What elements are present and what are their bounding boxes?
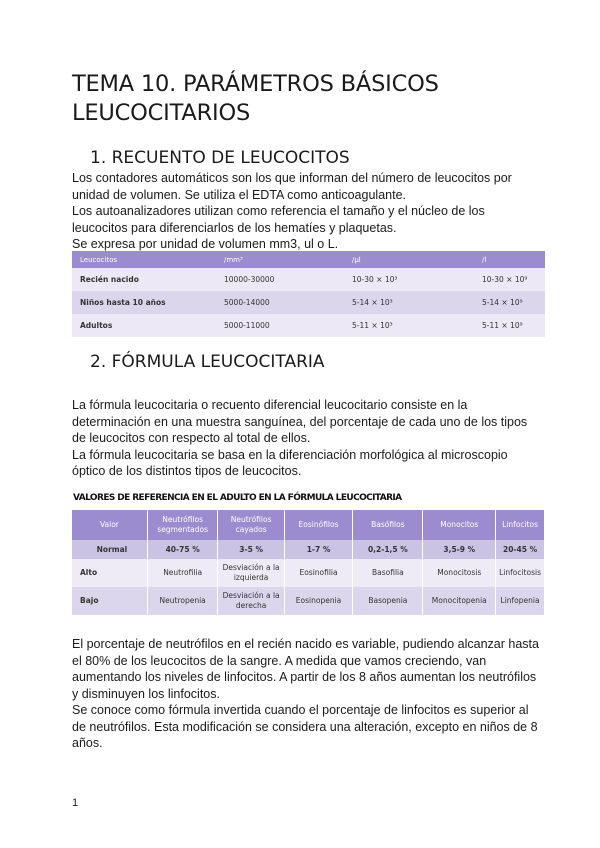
table-cell: 5-11 × 10³ [344,314,474,337]
table-header-cell: /l [474,251,545,268]
table-cell: 5-14 × 10⁹ [474,291,545,314]
page-title [72,70,439,128]
text-line: Se conoce como fórmula invertida cuando el porcentaje de linfocitos es superior al [72,703,529,717]
text-line: años. [72,736,103,750]
table-cell: Linfocitosis [496,559,545,587]
table-cell: Bajo [72,587,147,615]
text-line: determinación en una muestra sanguínea, del porcentaje de cada uno de los tipos [72,414,528,429]
text-line: de neutrófilos. Esta modificación se considera una alteración, excepto en niños de 8 [72,719,538,734]
section-1-paragraph [72,170,542,253]
table-header-cell: Linfocitos [496,510,545,540]
reference-values-table [72,510,545,615]
text-line: La fórmula leucocitaria se basa en la diferenciación morfológica al microscopio [72,447,508,462]
table-cell: Niños hasta 10 años [72,291,216,314]
table-cell: Eosinofilia [284,559,352,587]
table-cell: 10-30 × 10³ [344,268,474,291]
table-cell: 5-11 × 10⁹ [474,314,545,337]
text-line: de leucocitos con respecto al total de ellos. [72,431,311,445]
table-row [72,559,545,587]
closing-paragraph [72,636,542,752]
table-cell: 5000-11000 [216,314,344,337]
table-cell: 10000-30000 [216,268,344,291]
table-header-cell: Leucocitos [72,251,216,268]
leukocyte-count-table [72,251,545,337]
text-line: unidad de volumen. Se utiliza el EDTA como anticoagulante. [72,187,406,202]
title-line-2: LEUCOCITARIOS [72,100,251,126]
table-cell: Normal [72,540,147,559]
table-2-caption: VALORES DE REFERENCIA EN EL ADULTO EN LA FÓRMULA LEUCOCITARIA [73,493,402,503]
table-cell: Adultos [72,314,216,337]
text-line: leucocitos para diferenciarlos de los hematíes y plaquetas. [72,220,397,235]
section-2-heading: 2. FÓRMULA LEUCOCITARIA [90,352,325,372]
table-header-cell: Monocitos [423,510,496,540]
table-row [72,314,545,337]
table-header-cell: Neutrófilos segmentados [147,510,218,540]
table-header-row [72,251,545,268]
title-line-1: TEMA 10. PARÁMETROS BÁSICOS [72,71,439,97]
table-cell: 1-7 % [284,540,352,559]
table-cell: 20-45 % [496,540,545,559]
table-cell: 3,5-9 % [423,540,496,559]
text-line: el 80% de los leucocitos de la sangre. A medida que vamos creciendo, van [72,653,487,668]
text-line: Se expresa por unidad de volumen mm3, ul o L. [72,237,339,251]
table-cell: Basofilia [353,559,423,587]
text-line: óptico de los distintos tipos de leucocitos. [72,464,302,478]
section-1-heading: 1. RECUENTO DE LEUCOCITOS [90,148,350,168]
text-line: Los contadores automáticos son los que informan del número de leucocitos por [72,171,512,185]
table-cell: 5000-14000 [216,291,344,314]
table-cell: Eosinopenia [284,587,352,615]
text-line: El porcentaje de neutrófilos en el recién nacido es variable, pudiendo alcanzar hasta [72,637,539,651]
text-line: y disminuyen los linfocitos. [72,686,220,701]
text-line: La fórmula leucocitaria o recuento diferencial leucocitario consiste en la [72,398,468,412]
text-line: Los autoanalizadores utilizan como referencia el tamaño y el núcleo de los [72,204,485,218]
table-cell: Monocitopenia [423,587,496,615]
table-cell: 0,2-1,5 % [353,540,423,559]
table-header-cell: Eosinófilos [284,510,352,540]
table-cell: Recién nacido [72,268,216,291]
table-cell: Alto [72,559,147,587]
table-row [72,291,545,314]
table-cell: 40-75 % [147,540,218,559]
table-cell: Neutropenia [147,587,218,615]
table-cell: Desviación a la derecha [218,587,284,615]
table-cell: 3-5 % [218,540,284,559]
page-number: 1 [72,797,79,809]
table-cell: Basopenia [353,587,423,615]
table-row [72,587,545,615]
table-row [72,540,545,559]
table-row [72,268,545,291]
table-cell: Monocitosis [423,559,496,587]
section-2-paragraph [72,397,542,480]
table-cell: Linfopenia [496,587,545,615]
text-line: aumentando los niveles de linfocitos. A partir de los 8 años aumentan los neutrófilos [72,670,537,684]
table-header-row [72,510,545,540]
table-cell: 10-30 × 10⁹ [474,268,545,291]
table-header-cell: Neutrófilos cayados [218,510,284,540]
table-header-cell: /mm³ [216,251,344,268]
table-cell: 5-14 × 10³ [344,291,474,314]
table-header-cell: Valor [72,510,147,540]
table-header-cell: /μl [344,251,474,268]
table-cell: Desviación a la izquierda [218,559,284,587]
table-header-cell: Basófilos [353,510,423,540]
table-cell: Neutrofilia [147,559,218,587]
